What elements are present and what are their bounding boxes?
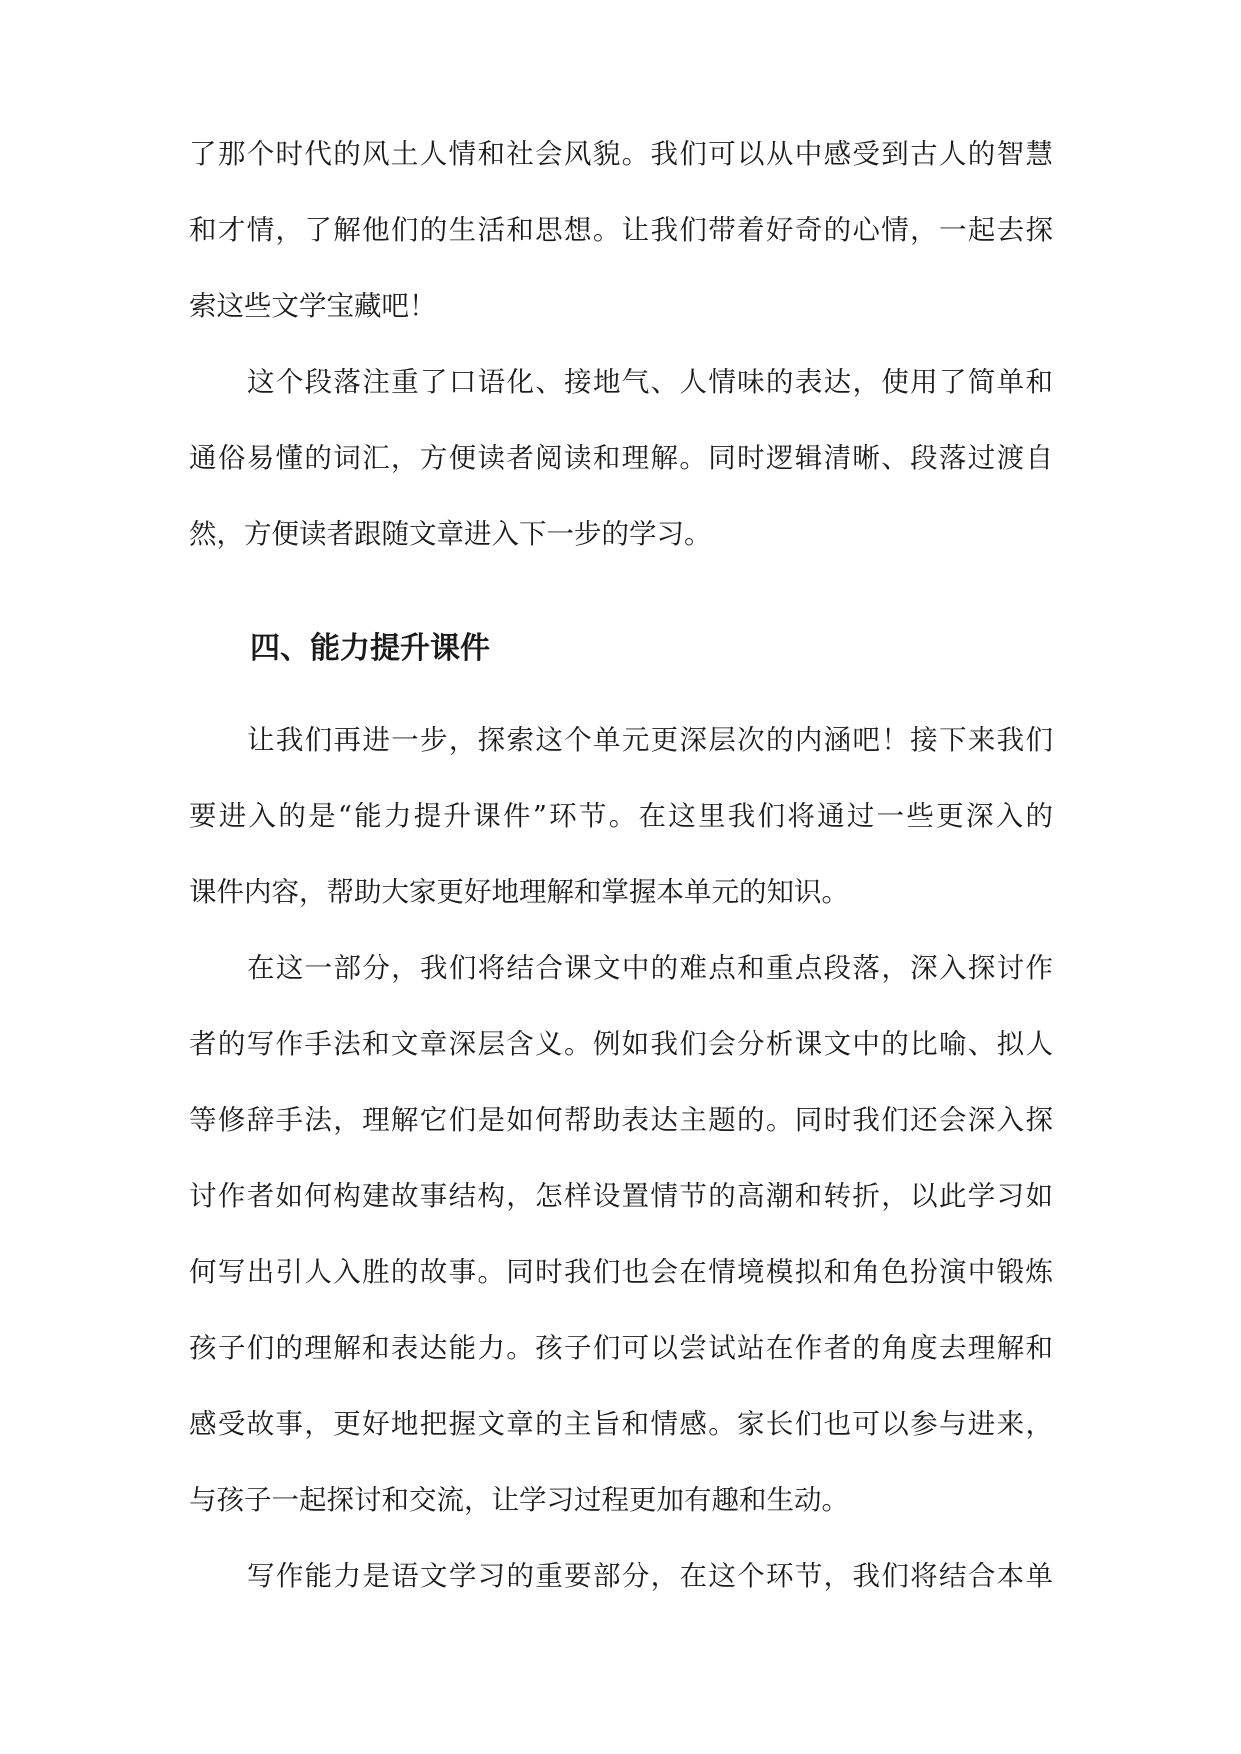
text-line: 通俗易懂的词汇，方便读者阅读和理解。同时逻辑清晰、段落过渡自 — [189, 442, 1053, 474]
upper-text-block — [189, 116, 1053, 572]
section-heading: 四、能力提升课件 — [250, 631, 490, 666]
text-line: 然，方便读者跟随文章进入下一步的学习。 — [189, 518, 712, 550]
paragraph — [189, 1538, 1053, 1614]
text-line: 讨作者如何构建故事结构，怎样设置情节的高潮和转折，以此学习如 — [189, 1180, 1053, 1212]
text-line: 在这一部分，我们将结合课文中的难点和重点段落，深入探讨作 — [247, 952, 1053, 984]
text-line: 让我们再进一步，探索这个单元更深层次的内涵吧！接下来我们 — [247, 724, 1053, 756]
text-line: 了那个时代的风土人情和社会风貌。我们可以从中感受到古人的智慧 — [189, 138, 1053, 170]
text-line: 课件内容，帮助大家更好地理解和掌握本单元的知识。 — [189, 876, 849, 908]
text-line: 与孩子一起探讨和交流，让学习过程更加有趣和生动。 — [189, 1484, 849, 1516]
text-line: 感受故事，更好地把握文章的主旨和情感。家长们也可以参与进来， — [189, 1408, 1053, 1440]
text-line: 和才情，了解他们的生活和思想。让我们带着好奇的心情，一起去探 — [189, 214, 1053, 246]
paragraph — [189, 344, 1053, 572]
lower-text-block — [189, 702, 1053, 1614]
text-line: 者的写作手法和文章深层含义。例如我们会分析课文中的比喻、拟人 — [189, 1028, 1053, 1060]
text-line: 这个段落注重了口语化、接地气、人情味的表达，使用了简单和 — [247, 366, 1053, 398]
text-line: 孩子们的理解和表达能力。孩子们可以尝试站在作者的角度去理解和 — [189, 1332, 1053, 1364]
paragraph — [189, 930, 1053, 1538]
paragraph — [189, 702, 1053, 930]
text-line: 写作能力是语文学习的重要部分，在这个环节，我们将结合本单 — [247, 1560, 1053, 1592]
text-line: 何写出引人入胜的故事。同时我们也会在情境模拟和角色扮演中锻炼 — [189, 1256, 1053, 1288]
paragraph — [189, 116, 1053, 344]
text-line: 索这些文学宝藏吧！ — [189, 290, 437, 322]
text-line: 等修辞手法，理解它们是如何帮助表达主题的。同时我们还会深入探 — [189, 1104, 1053, 1136]
text-line: 要进入的是“能力提升课件”环节。在这里我们将通过一些更深入的 — [189, 800, 1053, 832]
